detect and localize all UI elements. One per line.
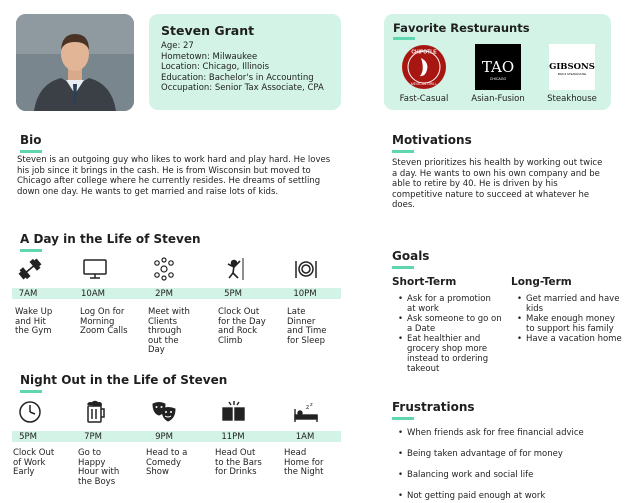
- list-item: • Ask someone to go on a Date: [396, 314, 502, 334]
- time-label: 10PM: [293, 289, 317, 299]
- accent-underline: [392, 266, 414, 269]
- restaurant-label: Fast-Casual: [399, 94, 449, 104]
- time-label: 5PM: [19, 432, 37, 442]
- cheers-icon: [221, 399, 247, 425]
- tao-logo-subtext: CHICAGO: [489, 77, 507, 81]
- short-term-list: [396, 294, 502, 374]
- restaurant-item: [463, 44, 533, 104]
- activity-text: Clock Out of Work Early: [13, 448, 55, 477]
- list-item: • Being taken advantage of for money: [396, 449, 622, 459]
- frustrations-heading-text: Frustrations: [392, 400, 475, 414]
- chipotle-logo-subtext: MEXICAN GRILL: [410, 82, 438, 86]
- day-heading-text: A Day in the Life of Steven: [20, 232, 201, 246]
- activity-text: Go to Happy Hour with the Boys: [78, 448, 120, 487]
- restaurants-card: [384, 14, 611, 110]
- motivations-heading-text: Motivations: [392, 133, 472, 147]
- list-item: • Balancing work and social life: [396, 470, 622, 480]
- activity-text: Head Home for the Night: [284, 448, 324, 477]
- accent-underline: [20, 249, 42, 252]
- time-label: 2PM: [155, 289, 173, 299]
- night-heading: [20, 373, 227, 393]
- occupation-line: Occupation: Senior Tax Associate, CPA: [161, 83, 324, 93]
- bio-heading: [20, 133, 42, 153]
- day-heading: [20, 232, 201, 252]
- activity-text: Clock Out for the Day and Rock Climb: [218, 307, 266, 346]
- tao-logo-text: TAO: [481, 58, 515, 76]
- accent-underline: [392, 150, 414, 153]
- time-label: 11PM: [221, 432, 245, 442]
- hometown-line: Hometown: Milwaukee: [161, 51, 258, 62]
- gibsons-logo-subtext: BAR & STEAKHOUSE: [557, 72, 587, 76]
- long-term-heading: Long-Term: [511, 276, 572, 288]
- theater-masks-icon: [151, 399, 177, 425]
- list-item: • Eat healthier and grocery shop more instead to ordering takeout: [396, 334, 502, 374]
- persona-name: Steven Grant: [161, 23, 255, 38]
- chipotle-logo-text: CHIPOTLE: [411, 49, 437, 56]
- clock-icon: [17, 399, 43, 425]
- restaurant-label: Steakhouse: [547, 94, 597, 104]
- beer-mug-icon: [82, 399, 108, 425]
- gibsons-logo-text: GIBSONS: [549, 62, 595, 72]
- chipotle-logo: [401, 44, 447, 90]
- time-label: 7PM: [84, 432, 102, 442]
- activity-text: Late Dinner and Time for Sleep: [287, 307, 327, 346]
- activity-text: Head to a Comedy Show: [146, 448, 188, 477]
- climbing-icon: [221, 256, 247, 282]
- monitor-icon: [82, 256, 108, 282]
- activity-text: Wake Up and Hit the Gym: [15, 307, 53, 336]
- long-term-list: [515, 294, 623, 344]
- activity-text: Head Out to the Bars for Drinks: [215, 448, 262, 477]
- list-item: • Ask for a promotion at work: [396, 294, 502, 314]
- restaurant-label: Asian-Fusion: [471, 94, 525, 104]
- meeting-icon: [151, 256, 177, 282]
- svg-text:z: z: [306, 404, 310, 411]
- bio-text: Steven is an outgoing guy who likes to work hard and play hard. He loves his job since it brings in the cash. He is from Wisconsin but moved to Chicago after college where he currently resides. He dreams of settling down one day. He wants to get married and raise lots of kids.: [17, 155, 331, 197]
- restaurant-item: [389, 44, 459, 104]
- list-item: • Get married and have kids: [515, 294, 623, 314]
- gibsons-logo: [549, 44, 595, 90]
- list-item: • Have a vacation home: [515, 334, 623, 344]
- tao-logo: [475, 44, 521, 90]
- short-term-heading: Short-Term: [392, 276, 457, 288]
- accent-underline: [20, 150, 42, 153]
- bio-heading-text: Bio: [20, 133, 42, 147]
- svg-text:z: z: [310, 402, 313, 408]
- location-line: Location: Chicago, Illinois: [161, 62, 270, 72]
- restaurants-title: Favorite Resturaunts: [393, 21, 530, 35]
- time-label: 5PM: [224, 289, 242, 299]
- accent-underline: [20, 390, 42, 393]
- motivations-text: Steven prioritizes his health by working out twice a day. He wants to own his own company and be able to retire by 40. He is driven by his competitive nature to succeed at whatever he does.: [392, 158, 603, 210]
- list-item: • Not getting paid enough at work: [396, 491, 622, 501]
- motivations-heading: [392, 133, 472, 153]
- activity-text: Meet with Clients through out the Day: [148, 307, 190, 355]
- time-label: 7AM: [18, 289, 38, 299]
- frustrations-heading: [392, 400, 475, 420]
- goals-heading: [392, 249, 429, 269]
- age-line: Age: 27: [161, 41, 194, 51]
- night-heading-text: Night Out in the Life of Steven: [20, 373, 228, 387]
- dumbbell-icon: [17, 256, 43, 282]
- accent-underline: [393, 37, 415, 40]
- time-label: 1AM: [295, 432, 315, 442]
- profile-photo: [16, 14, 134, 111]
- accent-underline: [392, 417, 414, 420]
- goals-heading-text: Goals: [392, 249, 430, 263]
- list-item: • When friends ask for free financial advice: [396, 428, 622, 438]
- time-label: 9PM: [155, 432, 173, 442]
- profile-card: [149, 14, 341, 110]
- education-line: Education: Bachelor's in Accounting: [161, 72, 314, 83]
- dinner-plate-icon: [293, 256, 319, 282]
- list-item: • Make enough money to support his family: [515, 314, 623, 334]
- time-label: 10AM: [81, 289, 105, 299]
- bed-icon: [293, 399, 319, 425]
- activity-text: Log On for Morning Zoom Calls: [80, 307, 128, 336]
- frustrations-list: [396, 428, 622, 503]
- restaurant-item: [537, 44, 607, 104]
